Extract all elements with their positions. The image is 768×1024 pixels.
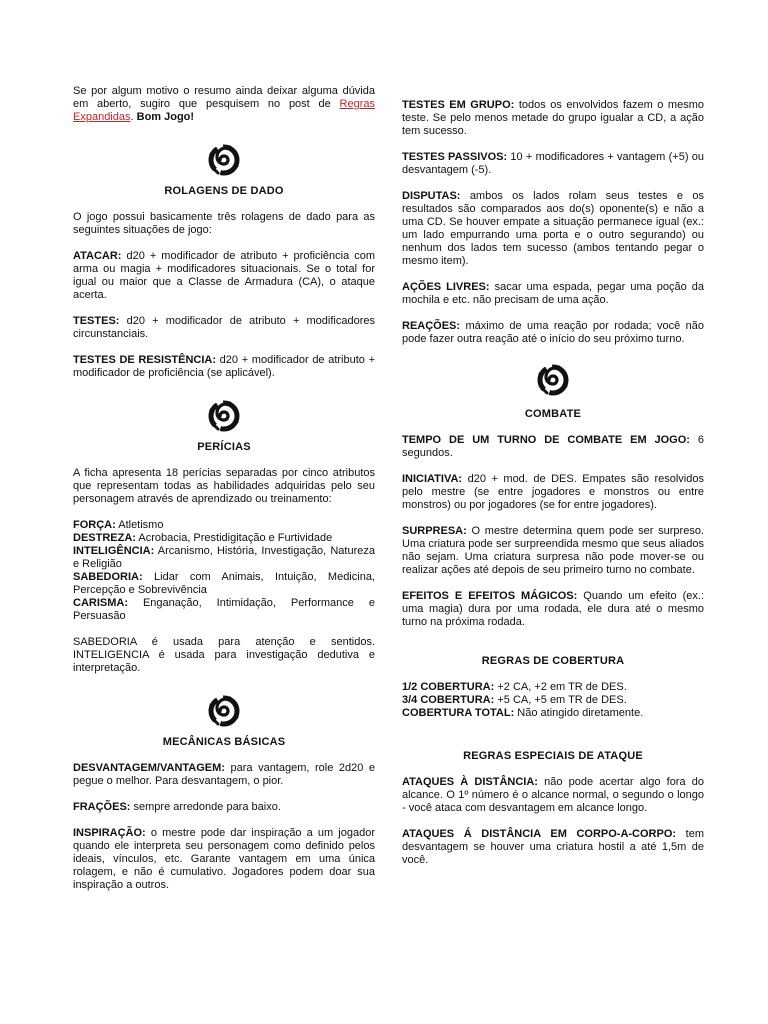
swirl-logo-icon [208, 400, 240, 432]
ataque-corpo-a-corpo: ATAQUES Á DISTÂNCIA EM CORPO-A-CORPO: tem desvantagem se houver uma criatura hostil a até 1,5m de você. [402, 828, 704, 866]
teste-passivo: TESTES PASSIVOS: 10 + modificadores + vantagem (+5) ou desvantagem (-5). [402, 151, 704, 176]
mecanica-fracoes: FRAÇÕES: sempre arredonde para baixo. [73, 801, 281, 813]
rolagem-resistencia: TESTES DE RESISTÊNCIA: d20 + modificador de atributo + modificador de proficiência (se aplicável). [73, 354, 375, 379]
pericias-intro: A ficha apresenta 18 perícias separadas por cinco atributos que representam todas as habilidades adquiridas pelo seu personagem através de aprendizado ou treinamento: [73, 467, 375, 505]
rolagens-intro: O jogo possui basicamente três rolagens de dado para as seguintes situações de jogo: [73, 211, 375, 236]
combate-turno: TEMPO DE UM TURNO DE COMBATE EM JOGO: 6 segundos. [402, 434, 704, 459]
cobertura-tres-quartos: 3/4 COBERTURA: +5 CA, +5 em TR de DES. [402, 694, 627, 706]
pericias-list [73, 519, 375, 623]
pericia-forca: FORÇA: Atletismo [73, 519, 164, 531]
right-column [402, 99, 704, 867]
combate-efeitos: EFEITOS E EFEITOS MÁGICOS: Quando um efeito (ex.: uma magia) dura por uma rodada, ele dura até o mesmo turno na próxima rodada. [402, 590, 705, 628]
mecanica-vantagem: DESVANTAGEM/VANTAGEM: para vantagem, role 2d20 e pegue o melhor. Para desvantagem, o pior. [73, 762, 375, 787]
cobertura-meia: 1/2 COBERTURA: +2 CA, +2 em TR de DES. [402, 681, 627, 693]
rolagem-atacar: ATACAR: d20 + modificador de atributo + proficiência com arma ou magia + modificadores situacionais. Se o total for igual ou maior que a Classe de Armadura (CA), o ataque acerta. [73, 250, 375, 301]
rolagem-testes: TESTES: d20 + modificador de atributo + modificadores circunstanciais. [73, 315, 375, 340]
bom-jogo: Bom Jogo! [136, 111, 195, 123]
cobertura-total: COBERTURA TOTAL: Não atingido diretamente. [402, 707, 644, 719]
acoes-livres: AÇÕES LIVRES: sacar uma espada, pegar uma poção da mochila e etc. não precisam de uma ação. [402, 281, 704, 306]
pericia-destreza: DESTREZA: Acrobacia, Prestidigitação e Furtividade [73, 532, 333, 544]
ataque-distancia: ATAQUES À DISTÂNCIA: não pode acertar algo fora do alcance. O 1º número é o alcance normal, o segundo o longo - você ataca com desvantagem em alcance longo. [402, 776, 704, 814]
pericia-sabedoria: SABEDORIA: Lidar com Animais, Intuição, Medicina, Percepção e Sobrevivência [73, 571, 375, 596]
regras-expandidas-link[interactable]: Regras Expandidas [73, 98, 375, 123]
mecanica-inspiracao: INSPIRAÇÃO: o mestre pode dar inspiração a um jogador quando ele interpreta seu personagem como definido pelos ideais, vínculos, etc. Garante vantagem em uma única rolagem, e não é cumulativo. Jogadores podem doar sua inspiração a outros. [73, 827, 375, 891]
heading-rolagens: ROLAGENS DE DADO [164, 185, 284, 197]
pericia-carisma: CARISMA: Enganação, Intimidação, Performance e Persuasão [73, 597, 375, 622]
teste-grupo: TESTES EM GRUPO: todos os envolvidos fazem o mesmo teste. Se pelo menos metade do grupo igualar a CD, a ação tem sucesso. [402, 99, 704, 137]
disputas: DISPUTAS: ambos os lados rolam seus testes e os resultados são comparados aos do(s) oponente(s) e não a uma CD. Se houver empate a situação permanece igual (ex.: um lado empurrando uma porta e o outro segurando) ou nenhum dos lados tem sucesso (ambos tentando pegar o mesmo item). [402, 190, 704, 267]
swirl-logo-icon [208, 144, 240, 176]
heading-cobertura: REGRAS DE COBERTURA [481, 655, 625, 667]
heading-ataque: REGRAS ESPECIAIS DE ATAQUE [463, 750, 643, 762]
pericias-note: SABEDORIA é usada para atenção e sentidos. INTELIGENCIA é usada para investigação dedutiva e interpretação. [73, 636, 375, 674]
reacoes: REAÇÕES: máximo de uma reação por rodada; você não pode fazer outra reação até o início do seu próximo turno. [402, 320, 704, 345]
left-column [73, 85, 375, 892]
heading-mecanicas: MECÂNICAS BÁSICAS [162, 736, 286, 748]
swirl-logo-icon [208, 695, 240, 727]
intro-paragraph: Se por algum motivo o resumo ainda deixar alguma dúvida em aberto, sugiro que pesquisem no post de Regras Expandidas. Bom Jogo! [73, 85, 375, 123]
cobertura-list [402, 681, 704, 720]
heading-combate: COMBATE [524, 408, 582, 420]
combate-iniciativa: INICIATIVA: d20 + mod. de DES. Empates são resolvidos pelo mestre (se entre jogadores e monstros ou entre monstros) ou por jogadores (se for entre jogadores). [402, 473, 704, 511]
combate-surpresa: SURPRESA: O mestre determina quem pode ser surpreso. Uma criatura pode ser surpreendida mesmo que seus aliados não sejam. Uma criatura surpresa não pode mover-se ou realizar ações até depois de seu primeiro turno no combate. [402, 525, 704, 576]
pericia-inteligencia: INTELIGÊNCIA: Arcanismo, História, Investigação, Natureza e Religião [73, 545, 375, 570]
heading-pericias: PERÍCIAS [197, 441, 251, 453]
swirl-logo-icon [537, 364, 569, 396]
